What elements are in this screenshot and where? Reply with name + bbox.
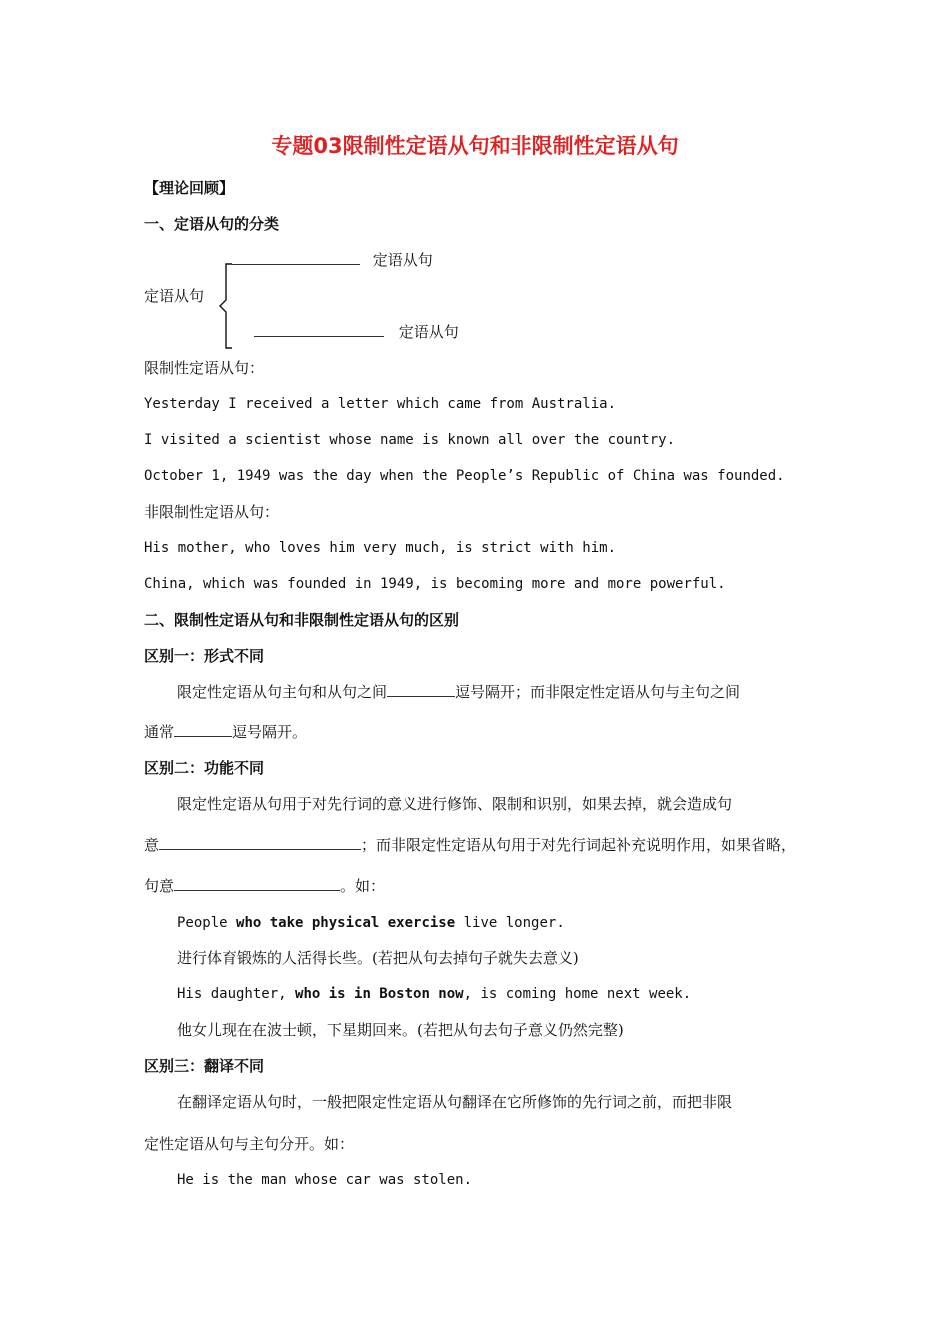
diff2-text-a: 意	[144, 836, 160, 854]
heading-differences: 二、限制性定语从句和非限制性定语从句的区别	[144, 611, 460, 629]
diff2-heading: 区别二：功能不同	[144, 759, 265, 777]
diff2-example-2	[177, 984, 691, 1004]
example-1-clause: who take physical exercise	[236, 915, 456, 931]
blank-diff1-1	[387, 682, 455, 697]
diff2-example-1	[177, 913, 565, 933]
diff2-paragraph-line2	[144, 835, 796, 855]
diff2-paragraph-line3	[144, 876, 385, 896]
restrictive-example-2: I visited a scientist whose name is known all over the country.	[144, 432, 676, 448]
restrictive-example-1: Yesterday I received a letter which came from Australia.	[144, 396, 617, 412]
branch-bottom	[254, 322, 459, 342]
diff2-text-c: 句意	[144, 877, 175, 895]
diff2-example-2-translation: 他女儿现在在波士顿，下星期回来。(若把从句去句子意义仍然完整)	[177, 1021, 624, 1039]
diff3-example-1: He is the man whose car was stolen.	[177, 1172, 473, 1188]
nonrestrictive-label: 非限制性定语从句：	[144, 503, 280, 521]
diff3-paragraph-line1: 在翻译定语从句时，一般把限定性定语从句翻译在它所修饰的先行词之前，而把非限	[177, 1093, 733, 1111]
blank-diff2-2	[174, 876, 340, 891]
classification-root: 定语从句	[144, 287, 205, 305]
example-2-clause: who is in Boston now	[295, 986, 464, 1002]
branch-bottom-label: 定语从句	[398, 323, 459, 341]
example-1-part-a: People	[177, 915, 237, 931]
restrictive-label: 限制性定语从句：	[144, 359, 265, 377]
blank-diff2-1	[159, 835, 361, 850]
restrictive-example-3: October 1, 1949 was the day when the People’s Republic of China was founded.	[144, 468, 785, 484]
diff2-example-1-translation: 进行体育锻炼的人活得长些。(若把从句去掉句子就失去意义)	[177, 949, 579, 967]
diff1-paragraph-line2	[144, 722, 307, 742]
nonrestrictive-example-2: China, which was founded in 1949, is becoming more and more powerful.	[144, 576, 726, 592]
brace-icon	[216, 262, 236, 350]
diff1-text-a: 限定性定语从句主句和从句之间	[177, 683, 388, 701]
example-2-part-a: His daughter,	[177, 986, 296, 1002]
diff2-paragraph-line1: 限定性定语从句用于对先行词的意义进行修饰、限制和识别，如果去掉，就会造成句	[177, 795, 733, 813]
example-2-part-c: , is coming home next week.	[463, 986, 692, 1002]
branch-top-label: 定语从句	[372, 251, 433, 269]
diff1-text-b: 逗号隔开；而非限定性定语从句与主句之间	[455, 683, 741, 701]
diff2-text-d: 。如：	[340, 877, 386, 895]
blank-branch-top	[232, 250, 360, 265]
diff1-paragraph-line1	[177, 682, 740, 702]
section-review-heading: 【理论回顾】	[144, 179, 235, 197]
branch-top	[232, 250, 433, 270]
diff1-text-d: 逗号隔开。	[232, 723, 308, 741]
diff1-text-c: 通常	[144, 723, 175, 741]
heading-classification: 一、定语从句的分类	[144, 215, 280, 233]
diff1-heading: 区别一：形式不同	[144, 647, 265, 665]
nonrestrictive-example-1: His mother, who loves him very much, is strict with him.	[144, 540, 617, 556]
blank-diff1-2	[174, 722, 232, 737]
diff2-text-b: ；而非限定性定语从句用于对先行词起补充说明作用，如果省略，	[361, 836, 797, 854]
example-1-part-c: live longer.	[455, 915, 565, 931]
blank-branch-bottom	[254, 322, 384, 337]
page-title: 专题03限制性定语从句和非限制性定语从句	[271, 134, 679, 158]
diff3-heading: 区别三：翻译不同	[144, 1057, 265, 1075]
diff3-paragraph-line2: 定性定语从句与主句分开。如：	[144, 1135, 355, 1153]
